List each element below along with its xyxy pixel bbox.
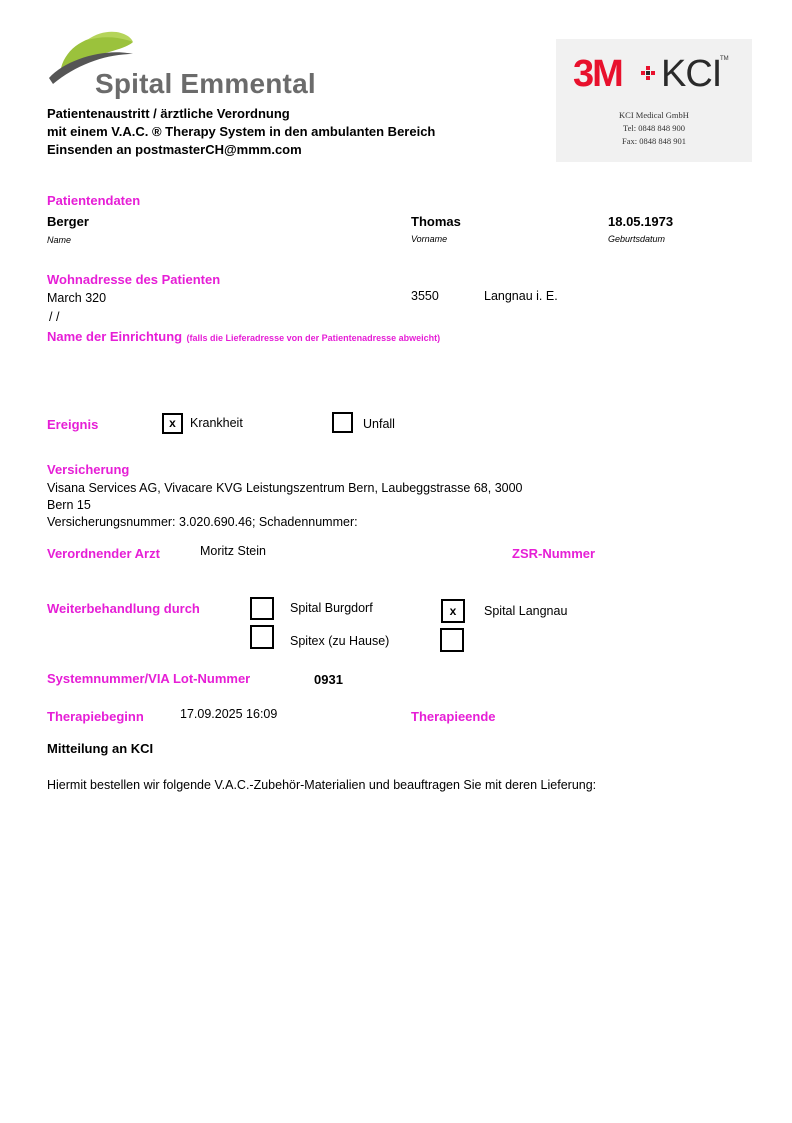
message-body: Hiermit bestellen wir folgende V.A.C.-Zubehör-Materialien und beauftragen Sie mit deren Lieferung: [47, 778, 597, 792]
hospital-name: Spital Emmental [95, 68, 316, 99]
header-email: Einsenden an postmasterCH@mmm.com [47, 142, 302, 157]
unfall-label: Unfall [363, 417, 395, 431]
spitex-label: Spitex (zu Hause) [290, 634, 390, 648]
3m-kci-logo [556, 39, 752, 162]
doctor-label: Verordnender Arzt [47, 546, 160, 561]
patient-section-label: Patientendaten [47, 193, 141, 208]
checkbox-spital-burgdorf[interactable] [250, 597, 274, 620]
first-name-caption: Vorname [411, 234, 448, 244]
header-subtitle: mit einem V.A.C. ® Therapy System in den ambulanten Bereich [47, 124, 436, 139]
logo-trademark: TM [720, 56, 729, 62]
therapy-start-value: 17.09.2025 16:09 [180, 707, 278, 721]
company-tel: Tel: 0848 848 900 [623, 123, 685, 133]
insurance-line2: Bern 15 [47, 498, 91, 512]
address-street: March 320 [47, 291, 107, 305]
address-city: Langnau i. E. [484, 289, 558, 303]
krankheit-label: Krankheit [190, 416, 243, 430]
message-label: Mitteilung an KCI [47, 741, 154, 756]
hospital-logo [47, 28, 322, 102]
institution-note: (falls die Lieferadresse von der Patientenadresse abweicht) [186, 333, 441, 343]
header-title: Patientenaustritt / ärztliche Verordnung [47, 106, 290, 121]
address-extra: / / [49, 310, 60, 324]
checkbox-spitex[interactable] [250, 625, 274, 649]
patient-first-name: Thomas [411, 214, 461, 229]
patient-last-name: Berger [47, 214, 89, 229]
checkbox-krankheit[interactable]: x [162, 413, 183, 434]
medical-cross-icon [641, 66, 655, 80]
checkbox-other[interactable] [440, 628, 464, 652]
birthdate-caption: Geburtsdatum [608, 234, 666, 244]
therapy-start-label: Therapiebeginn [47, 709, 144, 724]
spital-burgdorf-label: Spital Burgdorf [290, 601, 373, 615]
insurance-line1: Visana Services AG, Vivacare KVG Leistungszentrum Bern, Laubeggstrasse 68, 3000 [47, 481, 523, 495]
checkbox-spital-langnau[interactable]: x [441, 599, 465, 623]
last-name-caption: Name [47, 235, 72, 245]
company-fax: Fax: 0848 848 901 [622, 136, 686, 146]
system-number-value: 0931 [314, 672, 343, 687]
therapy-end-label: Therapieende [411, 709, 496, 724]
doctor-name: Moritz Stein [200, 544, 266, 558]
zsr-label: ZSR-Nummer [512, 546, 596, 561]
address-section-label: Wohnadresse des Patienten [47, 272, 221, 287]
company-name: KCI Medical GmbH [619, 110, 689, 120]
followup-label: Weiterbehandlung durch [47, 601, 200, 616]
spital-langnau-label: Spital Langnau [484, 604, 568, 618]
checkbox-unfall[interactable] [332, 412, 353, 433]
patient-birthdate: 18.05.1973 [608, 214, 674, 229]
logo-kci-text: KCI [661, 53, 722, 95]
address-zip: 3550 [411, 289, 439, 303]
institution-label: Name der Einrichtung [47, 329, 183, 344]
event-label: Ereignis [47, 417, 99, 432]
system-number-label: Systemnummer/VIA Lot-Nummer [47, 671, 251, 686]
insurance-line3: Versicherungsnummer: 3.020.690.46; Schadennummer: [47, 515, 358, 529]
insurance-label: Versicherung [47, 462, 130, 477]
institution-row [47, 328, 440, 346]
logo-3m-text: 3M [573, 53, 622, 95]
